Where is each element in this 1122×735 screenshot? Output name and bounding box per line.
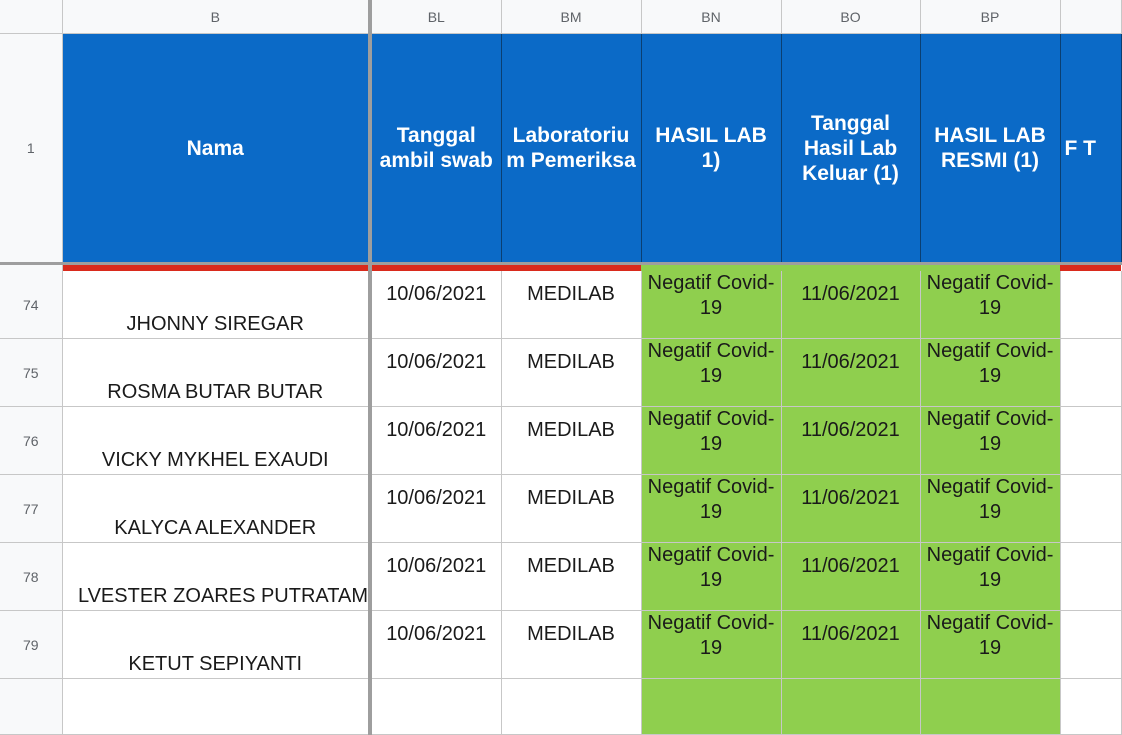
cell-next[interactable] — [1060, 611, 1121, 679]
cell-tanggal-hasil[interactable]: 11/06/2021 — [781, 543, 920, 611]
cell-tanggal-swab[interactable]: 10/06/2021 — [370, 271, 501, 339]
cell-tanggal-hasil[interactable]: 11/06/2021 — [781, 339, 920, 407]
column-header-b[interactable]: B — [62, 0, 370, 34]
cell-tanggal-swab[interactable]: 10/06/2021 — [370, 611, 501, 679]
strip-cell — [920, 264, 1060, 272]
cell-nama[interactable] — [62, 679, 370, 735]
table-header-row — [0, 34, 1121, 264]
header-cell-nama[interactable] — [62, 34, 370, 264]
header-label: Laboratoriu m Pemeriksa — [506, 124, 636, 172]
cell-hasil-lab[interactable]: Negatif Covid-19 — [641, 475, 781, 543]
strip-cell — [641, 264, 781, 272]
cell-next[interactable] — [1060, 339, 1121, 407]
cell-nama[interactable]: JHONNY SIREGAR — [62, 271, 370, 339]
row-number[interactable]: 78 — [0, 543, 62, 611]
cell-tanggal-swab[interactable]: 10/06/2021 — [370, 475, 501, 543]
header-cell-laboratorium[interactable] — [501, 34, 641, 264]
cell-next[interactable] — [1060, 679, 1121, 735]
cell-tanggal-hasil[interactable]: 11/06/2021 — [781, 271, 920, 339]
cell-nama[interactable]: LVESTER ZOARES PUTRATAM — [62, 543, 370, 611]
cell-hasil-lab[interactable]: Negatif Covid-19 — [641, 339, 781, 407]
cell-hasil-resmi[interactable]: Negatif Covid-19 — [920, 339, 1060, 407]
cell-hasil-resmi[interactable]: Negatif Covid-19 — [920, 611, 1060, 679]
header-label: Tanggal ambil swab — [379, 124, 493, 172]
strip-cell — [62, 264, 370, 272]
cell-nama[interactable]: ROSMA BUTAR BUTAR — [62, 339, 370, 407]
row-number[interactable] — [0, 679, 62, 735]
cell-tanggal-hasil[interactable]: 11/06/2021 — [781, 611, 920, 679]
cell-next[interactable] — [1060, 543, 1121, 611]
cell-laboratorium[interactable]: MEDILAB — [501, 339, 641, 407]
frozen-row-divider — [0, 264, 1121, 272]
cell-hasil-resmi[interactable]: Negatif Covid-19 — [920, 271, 1060, 339]
table-row — [0, 611, 1121, 679]
table-row — [0, 407, 1121, 475]
row-number[interactable]: 1 — [0, 34, 62, 264]
header-label: Tanggal Hasil Lab Keluar (1) — [802, 111, 899, 185]
header-cell-hasil-lab[interactable] — [641, 34, 781, 264]
table-row — [0, 475, 1121, 543]
cell-laboratorium[interactable]: MEDILAB — [501, 611, 641, 679]
table-row — [0, 339, 1121, 407]
header-cell-tanggal-swab[interactable] — [370, 34, 501, 264]
row-number[interactable]: 76 — [0, 407, 62, 475]
cell-laboratorium[interactable]: MEDILAB — [501, 271, 641, 339]
select-all-corner[interactable] — [0, 0, 62, 34]
row-number[interactable]: 75 — [0, 339, 62, 407]
column-header-bo[interactable]: BO — [781, 0, 920, 34]
column-header-bm[interactable]: BM — [501, 0, 641, 34]
table-row — [0, 271, 1121, 339]
header-cell-next[interactable] — [1060, 34, 1121, 264]
cell-tanggal-hasil[interactable]: 11/06/2021 — [781, 475, 920, 543]
cell-tanggal-swab[interactable]: 10/06/2021 — [370, 339, 501, 407]
header-label: Nama — [186, 136, 244, 160]
table-row — [0, 543, 1121, 611]
cell-tanggal-hasil[interactable] — [781, 679, 920, 735]
header-label: HASIL LAB RESMI (1) — [934, 124, 1046, 172]
row-number[interactable]: 77 — [0, 475, 62, 543]
cell-next[interactable] — [1060, 271, 1121, 339]
strip-cell — [501, 264, 641, 272]
strip-rownum — [0, 264, 62, 272]
cell-nama[interactable]: VICKY MYKHEL EXAUDI — [62, 407, 370, 475]
table-row-partial — [0, 679, 1121, 735]
cell-next[interactable] — [1060, 475, 1121, 543]
cell-hasil-lab[interactable] — [641, 679, 781, 735]
cell-tanggal-hasil[interactable]: 11/06/2021 — [781, 407, 920, 475]
cell-hasil-lab[interactable]: Negatif Covid-19 — [641, 543, 781, 611]
cell-next[interactable] — [1060, 407, 1121, 475]
cell-hasil-lab[interactable]: Negatif Covid-19 — [641, 611, 781, 679]
cell-laboratorium[interactable] — [501, 679, 641, 735]
row-number[interactable]: 79 — [0, 611, 62, 679]
cell-nama[interactable]: KALYCA ALEXANDER — [62, 475, 370, 543]
header-label: F T — [1064, 136, 1096, 160]
cell-hasil-resmi[interactable] — [920, 679, 1060, 735]
cell-hasil-lab[interactable]: Negatif Covid-19 — [641, 271, 781, 339]
cell-laboratorium[interactable]: MEDILAB — [501, 475, 641, 543]
header-cell-tanggal-hasil[interactable] — [781, 34, 920, 264]
cell-hasil-resmi[interactable]: Negatif Covid-19 — [920, 407, 1060, 475]
cell-laboratorium[interactable]: MEDILAB — [501, 407, 641, 475]
strip-cell — [1060, 264, 1121, 272]
cell-hasil-resmi[interactable]: Negatif Covid-19 — [920, 475, 1060, 543]
cell-tanggal-swab[interactable] — [370, 679, 501, 735]
strip-cell — [781, 264, 920, 272]
row-number[interactable]: 74 — [0, 271, 62, 339]
cell-tanggal-swab[interactable]: 10/06/2021 — [370, 407, 501, 475]
column-header-next[interactable] — [1060, 0, 1121, 34]
cell-hasil-lab[interactable]: Negatif Covid-19 — [641, 407, 781, 475]
strip-cell — [370, 264, 501, 272]
column-header-bp[interactable]: BP — [920, 0, 1060, 34]
column-header-bn[interactable]: BN — [641, 0, 781, 34]
cell-tanggal-swab[interactable]: 10/06/2021 — [370, 543, 501, 611]
cell-laboratorium[interactable]: MEDILAB — [501, 543, 641, 611]
header-label: HASIL LAB 1) — [655, 124, 767, 172]
cell-hasil-resmi[interactable]: Negatif Covid-19 — [920, 543, 1060, 611]
column-header-bl[interactable]: BL — [370, 0, 501, 34]
column-header-row — [0, 0, 1121, 34]
cell-nama[interactable]: KETUT SEPIYANTI — [62, 611, 370, 679]
header-cell-hasil-resmi[interactable] — [920, 34, 1060, 264]
